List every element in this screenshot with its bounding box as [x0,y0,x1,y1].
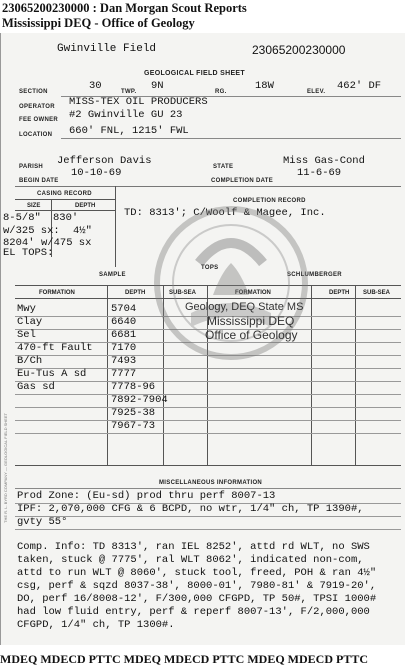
tops-formation-2: Clay [17,316,43,328]
casing-size-1: 8-5/8" [3,212,41,224]
section-value: 30 [89,80,102,92]
operator-label: OPERATOR [19,104,55,110]
fee-owner-value: #2 Gwinville GU 23 [69,109,183,121]
operator-value: MISS-TEX OIL PRODUCERS [69,96,208,108]
completion-record-value: TD: 8313'; C/Woolf & Magee, Inc. [124,207,326,219]
comp-line-6: had low fluid entry, perf & reperf 8007-13', F/2,000,000 [17,606,370,618]
sample-label: SAMPLE [99,272,126,278]
divider [15,210,115,211]
tops-depth-7: 7778-96 [111,381,156,393]
tops-depth-1: 5704 [111,303,137,315]
twp-label: TWP. [121,89,137,95]
tops-depth-8: 7892-7904 [111,394,168,406]
divider [311,285,312,465]
comp-line-4: csg, perf & sqzd 8037-38', 8000-01', 7980-81' & 7919-20', [17,580,377,592]
tops-formation-1: Mwy [17,303,36,315]
misc-info-label: MISCELLANEOUS INFORMATION [159,480,263,486]
parish-label: PARISH [19,164,44,170]
tops-formation-3: Sel [17,329,36,341]
tops-depth-6: 7777 [111,368,137,380]
divider [15,529,401,530]
divider [107,285,108,465]
footer-banner: MDEQ MDECD PTTC MDEQ MDECD PTTC MDEQ MDECD PTTC [0,652,368,666]
completion-date-label: COMPLETION DATE [211,178,274,184]
tops-depth-5: 7493 [111,355,137,367]
comp-line-5: DO, perf 16/8008-12', F/300,000 CFGPD, TP 50#, TPSI 1000# [17,593,377,605]
fee-owner-label: FEE OWNER [19,117,59,123]
field-sheet-card [0,33,405,645]
begin-date-label: BEGIN DATE [19,178,59,184]
state-label: STATE [213,164,234,170]
twp-value: 9N [151,80,164,92]
casing-depth-2: 4½" [73,225,92,237]
casing-size-header: SIZE [27,203,41,209]
report-title: 23065200230000 : Dan Morgan Scout Reports [2,1,247,15]
tops-formation-7: Gas sd [17,381,55,393]
elev-value: 462' DF [337,80,382,92]
el-tops-label: EL TOPS: [3,247,54,259]
schlumberger-label: SCHLUMBERGER [287,272,342,278]
casing-size-3: 8204' [3,237,35,249]
tops-depth-3: 6681 [111,329,137,341]
divider [15,407,401,408]
tops-header-subsea: SUB-SEA [169,290,197,296]
seal-office: Office of Geology [205,328,298,342]
divider [15,488,401,489]
state-value: Miss Gas-Cond [283,155,365,167]
divider [355,285,356,465]
divider [15,465,401,466]
misc-line-1: Prod Zone: (Eu-sd) prod thru perf 8007-13 [17,490,276,502]
section-label: SECTION [19,89,48,95]
tops-header-formation: FORMATION [39,290,75,296]
tops-header-formation-2: FORMATION [235,290,271,296]
completion-record-label: COMPLETION RECORD [233,198,306,204]
misc-line-2: IPF: 2,070,000 CFG & 6 BCPD, no wtr, 1/4" ch, TP 1390#, [17,503,364,515]
divider [15,420,401,421]
tops-header-depth: DEPTH [125,290,146,296]
casing-record-label: CASING RECORD [37,191,92,197]
divider [115,186,116,267]
tops-label: TOPS [201,265,219,271]
tops-formation-6: Eu-Tus A sd [17,368,87,380]
tops-header-subsea-2: SUB-SEA [363,290,391,296]
divider [15,516,401,517]
begin-date-value: 10-10-69 [71,167,122,179]
tops-depth-10: 7967-73 [111,420,156,432]
location-value: 660' FNL, 1215' FWL [69,125,189,137]
tops-depth-9: 7925-38 [111,407,156,419]
comp-line-2: taken, stuck @ 7775', ral WLT 8062', indicated non-com, [17,554,364,566]
divider [15,186,401,187]
casing-depth-header: DEPTH [75,203,96,209]
comp-line-3: attd to run WLT @ 8060', stuck tool, freed, POH & ran 4½" [17,567,377,579]
api-number: 23065200230000 [252,43,346,57]
comp-line-1: Comp. Info: TD 8313', ran IEL 8252', attd rd WLT, no SWS [17,541,370,553]
casing-size-2: w/325 sx: [3,225,60,237]
tops-header-depth-2: DEPTH [329,290,350,296]
sheet-title: GEOLOGICAL FIELD SHEET [144,70,245,77]
tops-depth-2: 6640 [111,316,137,328]
tops-formation-4: 470-ft Fault [17,342,93,354]
divider [15,394,401,395]
divider [61,138,401,139]
completion-date-value: 11-6-69 [297,167,342,179]
parish-value: Jefferson Davis [57,155,152,167]
field-name: Gwinville Field [57,43,157,55]
divider [15,381,401,382]
casing-depth-1: 830' [53,212,79,224]
seal-agency: Mississippi DEQ [207,314,295,328]
location-label: LOCATION [19,132,53,138]
report-subtitle: Mississippi DEQ - Office of Geology [2,16,195,30]
tops-formation-5: B/Ch [17,355,43,367]
rg-label: RG. [215,89,227,95]
margin-note: THE R. L. BYRD COMPANY — GEOLOGICAL FIELD SHEET [3,413,8,523]
tops-depth-4: 7170 [111,342,137,354]
divider [15,433,401,434]
misc-line-3: gvty 55° [17,516,68,528]
rg-value: 18W [255,80,274,92]
seal-caption: Geology, DEQ State MS [185,301,304,313]
casing-depth-3: w/475 sx [41,237,92,249]
divider [15,199,115,200]
comp-line-7: CFGPD, 1/4" ch, TP 1300#. [17,619,175,631]
elev-label: ELEV. [307,89,326,95]
